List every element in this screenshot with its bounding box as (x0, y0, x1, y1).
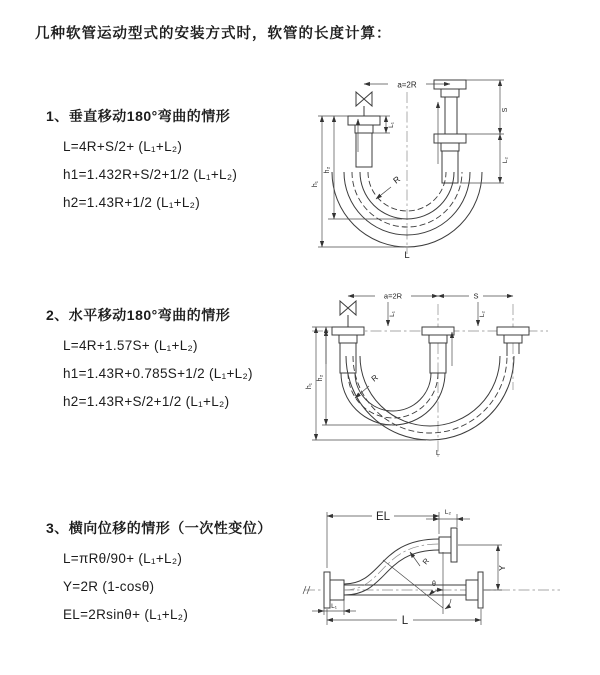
dim-label-s: S (473, 291, 479, 301)
page-title: 几种软管运动型式的安装方式时，软管的长度计算： (35, 26, 392, 42)
dim-label-a2r: a=2R (397, 80, 417, 90)
dim-label-h2: h₂ (324, 166, 331, 174)
formula-line: L=πRθ/90+ (L₁+L₂) (63, 551, 183, 566)
formula-line: L=4R+S/2+ (L₁+L₂) (63, 139, 183, 154)
flange-hub (441, 143, 459, 151)
formula-line: h2=1.43R+1/2 (L₁+L₂) (63, 195, 201, 210)
flange (332, 327, 364, 335)
radius-label: R (369, 372, 380, 384)
flange (497, 327, 529, 335)
flange (434, 80, 466, 89)
dim-label-a2r: a=2R (383, 291, 403, 301)
dim-label-l1: L₁ (331, 603, 337, 610)
radius-label: R (420, 556, 432, 567)
braided-hose-section (442, 151, 458, 183)
section-3-heading: 3、横向位移的情形（一次性变位） (46, 520, 272, 536)
dim-label-l2: L₂ (444, 509, 452, 516)
leader-line (355, 386, 369, 398)
hose-curve (344, 550, 439, 595)
angle-label: θ (432, 581, 436, 588)
diagram-lateral-displacement (298, 502, 598, 657)
hose-arc (355, 373, 431, 411)
section-1-heading: 1、垂直移动180°弯曲的情形 (46, 108, 231, 124)
diagram-vertical-180-bend (312, 72, 592, 262)
formula-line: Y=2R (1-cosθ) (63, 579, 155, 594)
dim-label-y: Y (497, 565, 507, 571)
section-2-formulas (63, 332, 253, 416)
flange-hub (439, 537, 451, 553)
dim-label-h1: h₁ (312, 180, 319, 188)
braided-hose-section (356, 133, 372, 167)
formula-line: L=4R+1.57S+ (L₁+L₂) (63, 338, 198, 353)
section-lateral-displacement (46, 518, 272, 629)
dim-label-l2: L₂ (479, 310, 486, 318)
flange (434, 134, 466, 143)
flange-hub (441, 89, 459, 97)
flange-hub (466, 580, 478, 600)
leader-line (376, 187, 391, 199)
flange (478, 572, 483, 608)
flange (348, 116, 380, 125)
length-label: L (435, 448, 441, 457)
dim-label-l1: L₁ (389, 311, 396, 317)
diagram-horizontal-180-bend (308, 282, 593, 467)
dim-label-h2: h₂ (317, 374, 324, 382)
dim-label-h1: h₁ (306, 382, 313, 390)
formula-line: h1=1.432R+S/2+1/2 (L₁+L₂) (63, 167, 238, 182)
formula-line: h1=1.43R+0.785S+1/2 (L₁+L₂) (63, 366, 253, 381)
flange (422, 327, 454, 335)
length-label: L (404, 250, 410, 261)
leader-line (410, 552, 420, 566)
valve-icon (356, 92, 372, 106)
section-horizontal-180 (46, 305, 253, 416)
section-vertical-180 (46, 106, 237, 217)
flange-hub (504, 335, 522, 343)
dim-label-l1: L₁ (388, 122, 395, 128)
radius-label: R (391, 173, 403, 186)
section-2-heading: 2、水平移动180°弯曲的情形 (46, 307, 231, 323)
flange (451, 528, 457, 562)
flange-hub (429, 335, 447, 343)
formula-line: EL=2Rsinθ+ (L₁+L₂) (63, 607, 189, 622)
flange (324, 572, 330, 608)
valve-icon (340, 301, 356, 315)
flange-hub (339, 335, 357, 343)
dim-label-l: L (401, 615, 409, 627)
angle-arc (429, 590, 443, 595)
angle-arc (445, 599, 451, 609)
dim-label-l2: L₂ (502, 156, 509, 164)
dim-label-el: EL (375, 511, 391, 523)
formula-line: h2=1.43R+S/2+1/2 (L₁+L₂) (63, 394, 230, 409)
dim-label-s: S (502, 107, 509, 113)
flange-hub (330, 580, 344, 600)
section-3-formulas (63, 545, 272, 629)
section-1-formulas (63, 133, 237, 217)
